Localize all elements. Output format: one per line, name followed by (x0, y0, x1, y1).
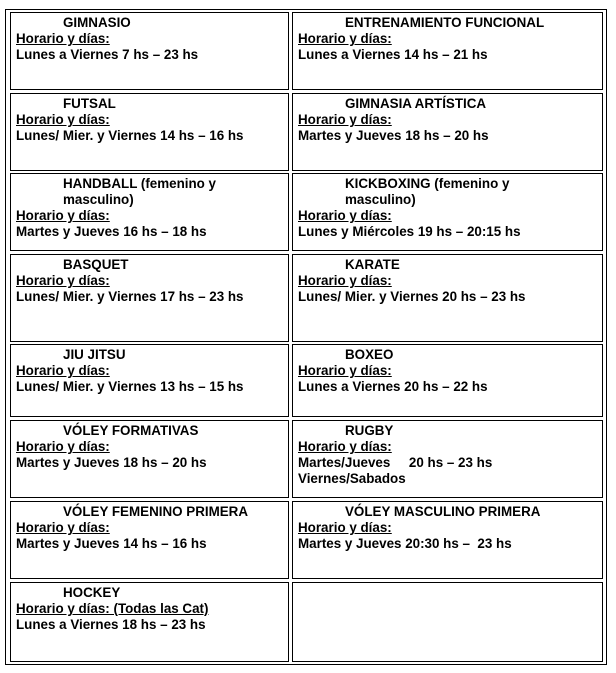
cell-title: GIMNASIA ARTÍSTICA (345, 96, 487, 111)
cell-karate (292, 254, 603, 342)
schedule-label: Horario y días: (16, 208, 110, 223)
schedule-label: Horario y días: (298, 208, 392, 223)
schedule-label: Horario y días: (298, 112, 392, 127)
cell-boxeo (292, 344, 603, 417)
schedule-label: Horario y días: (298, 520, 392, 535)
schedule-label: Horario y días: (16, 31, 110, 46)
cell-title: FUTSAL (63, 96, 116, 111)
cell-gimnasia-artistica (292, 93, 603, 171)
schedule-label: Horario y días: (16, 520, 110, 535)
cell-gimnasio (10, 12, 289, 90)
cell-jiu-jitsu (10, 344, 289, 417)
cell-title: BASQUET (63, 257, 129, 272)
schedule-line: Lunes/ Mier. y Viernes 13 hs – 15 hs (16, 379, 244, 394)
cell-voley-formativas (10, 420, 289, 498)
cell-title-continued: masculino) (345, 192, 416, 207)
schedule-label: Horario y días: (16, 273, 110, 288)
schedule-label: Horario y días: (298, 273, 392, 288)
cell-title: VÓLEY FEMENINO PRIMERA (63, 504, 249, 519)
cell-title: VÓLEY MASCULINO PRIMERA (345, 504, 541, 519)
schedule-label: Horario y días: (Todas las Cat) (16, 601, 209, 616)
schedule-line: Martes y Jueves 20:30 hs – 23 hs (298, 536, 512, 551)
cell-title: HANDBALL (femenino y (63, 176, 217, 191)
cell-entrenamiento-funcional (292, 12, 603, 90)
schedule-line: Lunes/ Mier. y Viernes 17 hs – 23 hs (16, 289, 244, 304)
schedule-label: Horario y días: (16, 363, 110, 378)
schedule-line: Lunes a Viernes 14 hs – 21 hs (298, 47, 488, 62)
cell-title-continued: masculino) (63, 192, 134, 207)
cell-basquet (10, 254, 289, 342)
schedule-line: Martes y Jueves 16 hs – 18 hs (16, 224, 207, 239)
schedule-line: Martes y Jueves 18 hs – 20 hs (298, 128, 489, 143)
cell-title: RUGBY (345, 423, 394, 438)
cell-hockey (10, 582, 289, 662)
cell-voley-masculino-primera (292, 501, 603, 579)
cell-title: VÓLEY FORMATIVAS (63, 423, 199, 438)
cell-rugby (292, 420, 603, 498)
schedule-line: Martes y Jueves 14 hs – 16 hs (16, 536, 207, 551)
schedule-line: Martes/Jueves 20 hs – 23 hs (298, 455, 493, 470)
schedule-line: Lunes/ Mier. y Viernes 20 hs – 23 hs (298, 289, 526, 304)
cell-futsal (10, 93, 289, 171)
cell-title: JIU JITSU (63, 347, 126, 362)
cell-empty (292, 582, 603, 662)
cell-handball (10, 173, 289, 251)
cell-title: KARATE (345, 257, 400, 272)
schedule-line: Lunes a Viernes 7 hs – 23 hs (16, 47, 199, 62)
schedule-label: Horario y días: (298, 31, 392, 46)
schedule-label: Horario y días: (16, 439, 110, 454)
schedule-line: Lunes a Viernes 20 hs – 22 hs (298, 379, 488, 394)
schedule-label: Horario y días: (16, 112, 110, 127)
schedule-line: Lunes/ Mier. y Viernes 14 hs – 16 hs (16, 128, 244, 143)
cell-title: KICKBOXING (femenino y (345, 176, 510, 191)
cell-title: GIMNASIO (63, 15, 131, 30)
schedule-label: Horario y días: (298, 363, 392, 378)
cell-kickboxing (292, 173, 603, 251)
cell-voley-femenino-primera (10, 501, 289, 579)
schedule-label: Horario y días: (298, 439, 392, 454)
schedule-line: Viernes/Sabados (298, 471, 406, 486)
cell-title: HOCKEY (63, 585, 121, 600)
schedule-line: Lunes y Miércoles 19 hs – 20:15 hs (298, 224, 521, 239)
cell-title: BOXEO (345, 347, 394, 362)
cell-title: ENTRENAMIENTO FUNCIONAL (345, 15, 545, 30)
schedule-line: Lunes a Viernes 18 hs – 23 hs (16, 617, 206, 632)
schedule-line: Martes y Jueves 18 hs – 20 hs (16, 455, 207, 470)
